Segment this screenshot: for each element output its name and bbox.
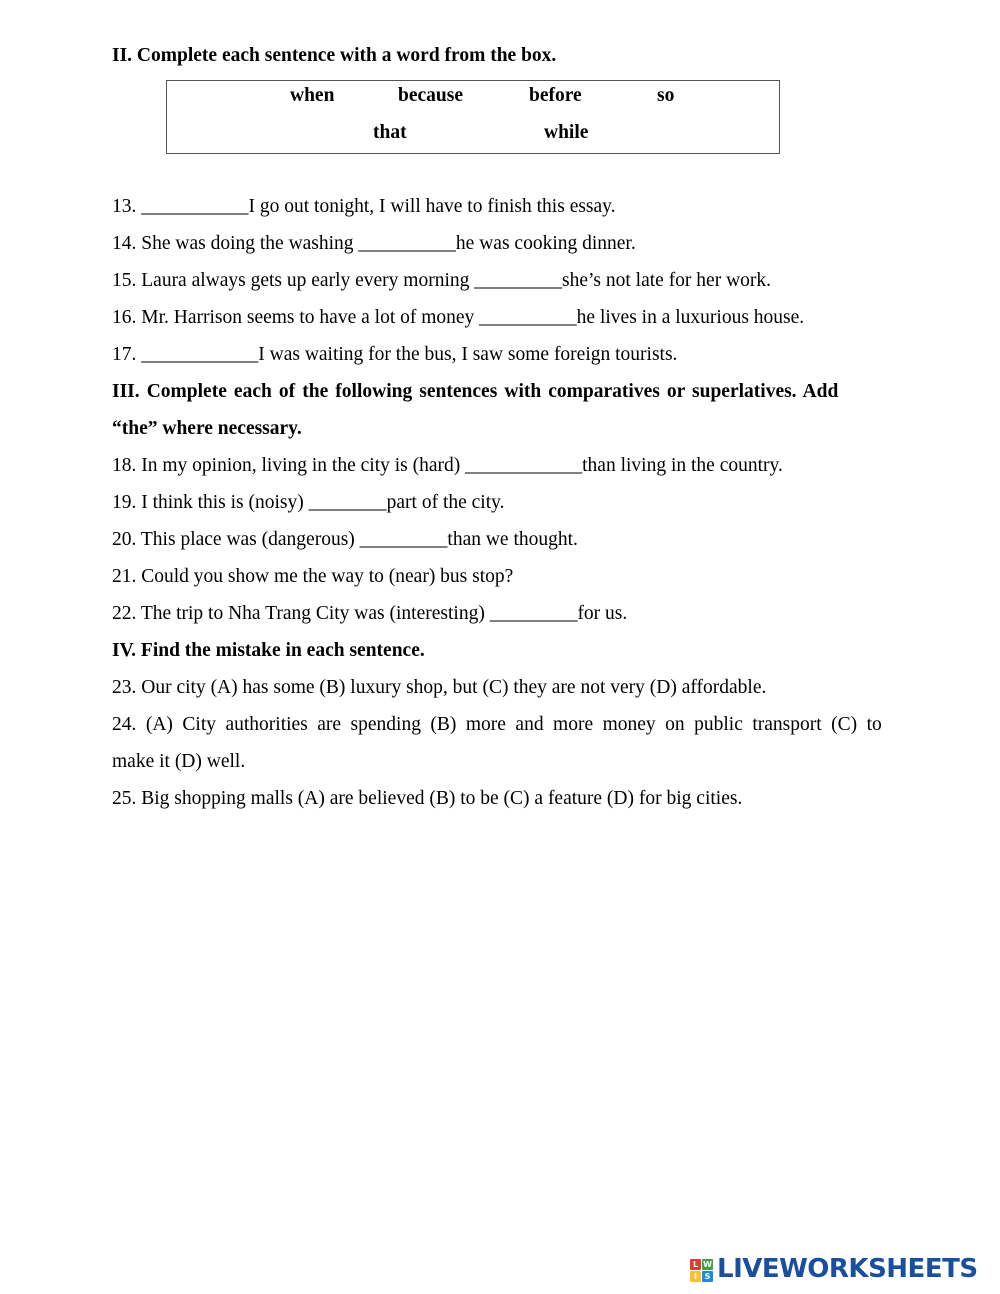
question-23: 23. Our city (A) has some (B) luxury shop, but (C) they are not very (D) affordable. [112,677,767,698]
box-word-before: before [529,85,582,106]
question-19: 19. I think this is (noisy) ________part of the city. [112,492,505,513]
liveworksheets-logo-text: LIVEWORKSHEETS [717,1254,978,1284]
question-25: 25. Big shopping malls (A) are believed (B) to be (C) a feature (D) for big cities. [112,788,743,809]
question-24-cont: make it (D) well. [112,751,246,772]
question-20: 20. This place was (dangerous) _________than we thought. [112,529,578,550]
question-14: 14. She was doing the washing __________he was cooking dinner. [112,233,636,254]
question-15: 15. Laura always gets up early every morning _________she’s not late for her work. [112,270,772,291]
box-word-that: that [373,122,407,143]
question-22: 22. The trip to Nha Trang City was (interesting) _________for us. [112,603,628,624]
box-word-so: so [657,85,675,106]
box-word-while: while [544,122,589,143]
section-3-heading-cont: “the” where necessary. [112,418,302,439]
word-box [166,80,780,154]
section-4-heading: IV. Find the mistake in each sentence. [112,640,425,661]
liveworksheets-logo[interactable] [690,1254,978,1284]
box-word-because: because [398,85,463,106]
question-18: 18. In my opinion, living in the city is (hard) ____________than living in the country. [112,455,783,476]
section-3-heading [112,380,912,404]
question-24: 24. (A) City authorities are spending (B) more and more money on public transport (C) to [112,714,882,735]
question-17: 17. ____________I was waiting for the bus, I saw some foreign tourists. [112,344,678,365]
liveworksheets-logo-icon: L W I S [690,1259,713,1282]
question-13: 13. ___________I go out tonight, I will have to finish this essay. [112,196,616,217]
question-21: 21. Could you show me the way to (near) bus stop? [112,566,514,587]
section-2-heading: II. Complete each sentence with a word from the box. [112,45,557,66]
box-word-when: when [290,85,335,106]
question-16: 16. Mr. Harrison seems to have a lot of money __________he lives in a luxurious house. [112,307,805,328]
section-3-heading-text: III. Complete each of the following sentences with comparatives or superlatives. Add [112,381,839,402]
